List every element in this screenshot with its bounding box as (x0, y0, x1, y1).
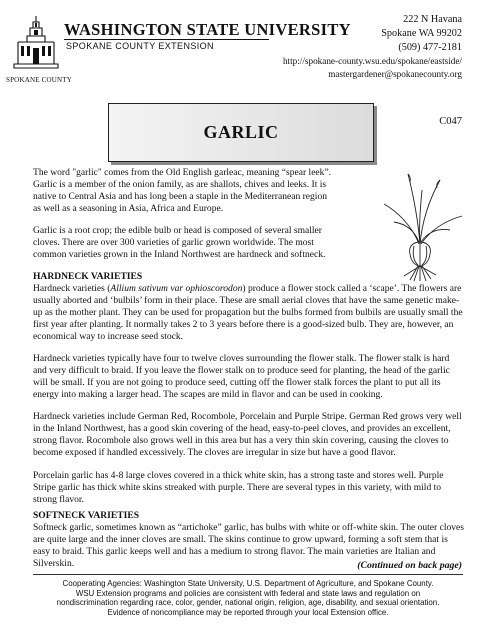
footer-line: Evidence of noncompliance may be reported through your local Extension office. (107, 608, 389, 618)
org-subtitle: SPOKANE COUNTY EXTENSION (66, 41, 214, 51)
document-code: C047 (439, 116, 462, 127)
footer-line: nondiscrimination regarding race, color, gender, national origin, religion, age, disability, and sexual orientation. (56, 598, 440, 608)
hardneck-p1-lead: Hardneck varieties ( (33, 283, 111, 294)
hardneck-species-name: Allium sativum var ophioscorodon (110, 283, 243, 294)
softneck-paragraph-1: Softneck garlic, sometimes known as “artichoke” garlic, has bulbs with white or off-white skin. The outer cloves are quite large and the inner cloves are small. The skins continue to grow upward, forming a soft stem that is easy to braid. This garlic keeps well and has a medium to strong flavor. The main varieties are Italian and Silverskin. (33, 522, 465, 570)
hardneck-paragraph-1 (33, 283, 465, 343)
continued-note: (Continued on back page) (357, 560, 462, 571)
address-city: Spokane WA 99202 (381, 28, 462, 39)
hardneck-paragraph-4: Porcelain garlic has 4-8 large cloves covered in a thick white skin, has a strong taste and stores well. Purple Stripe garlic has thick white skins streaked with purple. There are several types in this variety, with mild to strong flavor. (33, 470, 444, 506)
courthouse-logo-icon (12, 14, 60, 74)
footer-line: WSU Extension programs and policies are consistent with federal and state laws and regulation on (75, 588, 421, 598)
hardneck-paragraph-3: Hardneck varieties include German Red, Rocombole, Porcelain and Purple Stripe. German Red grows very well in the Inland Northwest, has a good skin covering of the head, easy-to-peel cloves, and provides an excellent, strong flavor. Rocombole also grows well in this area but has a very thin skin covering, causing the cloves to become exposed if handled excessively. The cloves are irregular in size but have a good flavor. (33, 411, 462, 459)
address-phone: (509) 477-2181 (398, 42, 462, 53)
footer (33, 579, 463, 618)
page-title: GARLIC (203, 122, 279, 142)
org-name: WASHINGTON STATE UNIVERSITY (64, 20, 351, 39)
address-street: 222 N Havana (403, 14, 462, 25)
hardneck-heading: HARDNECK VARIETIES (33, 271, 143, 282)
org-divider (64, 39, 269, 40)
county-label: SPOKANE COUNTY (6, 76, 72, 84)
address-email[interactable]: mastergardener@spokanecounty.org (328, 69, 462, 79)
intro-paragraph-2: Garlic is a root crop; the edible bulb or head is composed of several smaller cloves. There are over 300 varieties of garlic grown worldwide. The most common varieties grown in the Inland Northwest are hardneck and softneck. (33, 225, 326, 261)
garlic-plant-icon (374, 170, 466, 282)
hardneck-p1-rest: ) produce a flower stock called a ‘scape’. The flowers are usually aborted and ‘bulbils’ form in their place. These are small aerial cloves that have the same genetic make-up as the mother plant. They can be used for propagation but the bulbs formed from bulbils are usually small the first year after planting. It normally takes 2 to 3 years before there is a good-sized bulb. They are, however, an economical way to increase seed stock. (33, 283, 463, 343)
address-url[interactable]: http://spokane-county.wsu.edu/spokane/eastside/ (282, 56, 462, 66)
intro-paragraph-1: The word "garlic" comes from the Old English garleac, meaning “spear leek”. Garlic is a member of the onion family, as are shallots, chives and leeks. It is native to Central Asia and has long been a staple in the Mediterranean region as well as a seasoning in Asia, Africa and Europe. (33, 167, 332, 215)
title-box (108, 103, 374, 162)
softneck-heading: SOFTNECK VARIETIES (33, 510, 140, 521)
hardneck-paragraph-2: Hardneck varieties typically have four to twelve cloves surrounding the flower stalk. The flower stalk is hard and very difficult to braid. If you leave the flower stalk on to produce seed for planting, the head of the garlic will be small. If you are not going to produce seed, cutting off the flower stalk forces the plant to put all its energy into making a larger head. The scapes are mild in flavor and can be used in cooking. (33, 353, 450, 401)
footer-divider (33, 574, 463, 575)
footer-line: Cooperating Agencies: Washington State University, U.S. Department of Agriculture, and Spokane County. (62, 579, 434, 588)
